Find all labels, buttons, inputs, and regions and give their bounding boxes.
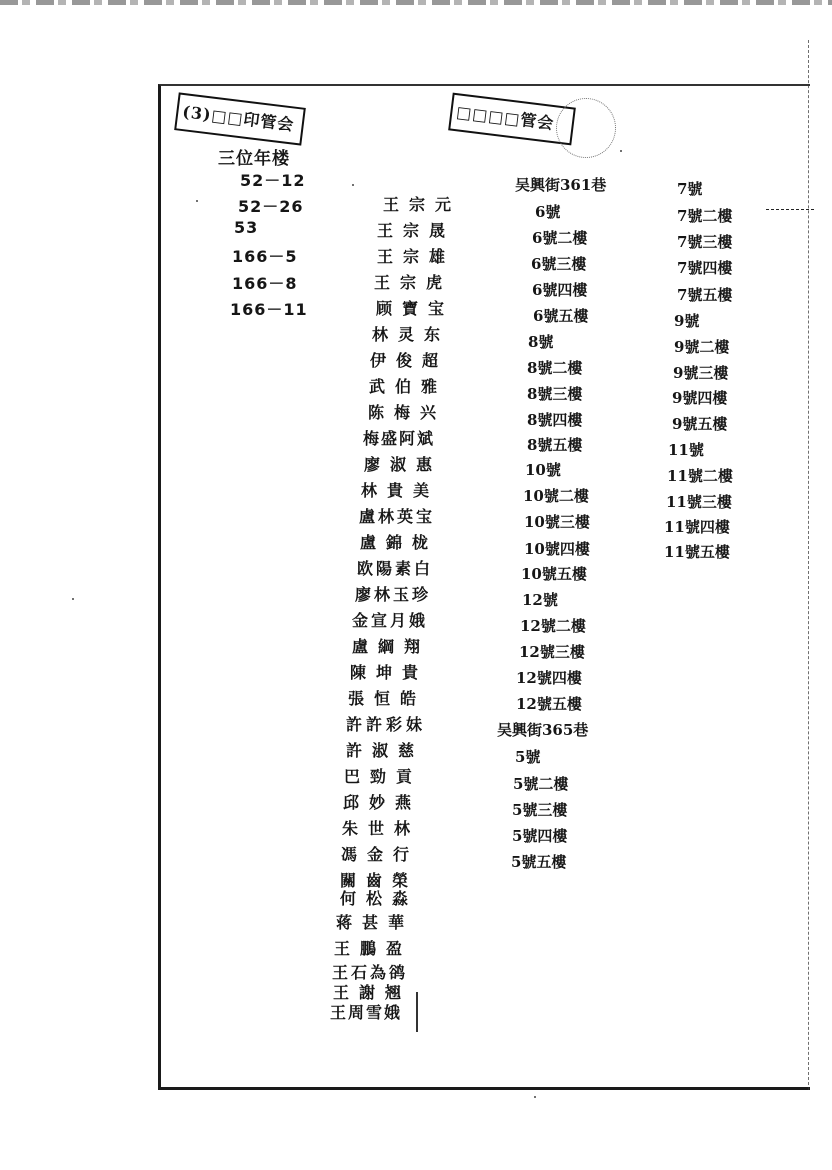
address-street: 吴興街365巷 — [497, 721, 589, 739]
resident-name: 盧林英宝 — [359, 507, 436, 526]
scan-speck — [352, 184, 354, 186]
resident-name: 許淑慈 — [346, 741, 425, 760]
resident-name: 王周雪娥 — [330, 1003, 403, 1022]
address-entry: 7號四樓 — [677, 259, 733, 277]
address-entry: 6號二樓 — [532, 229, 588, 247]
address-entry: 5號二樓 — [513, 775, 569, 793]
page-right-edge — [808, 40, 812, 1090]
resident-name: 蒋甚華 — [336, 913, 415, 932]
address-entry: 12號五樓 — [516, 695, 582, 713]
unit-number: 52－26 — [238, 197, 304, 216]
address-entry: 8號 — [528, 333, 554, 351]
resident-name: 王宗晟 — [377, 221, 456, 240]
address-entry: 9號 — [674, 312, 700, 330]
resident-name: 朱世林 — [342, 819, 421, 838]
address-entry: 9號五樓 — [672, 415, 728, 433]
resident-name: 王宗元 — [383, 195, 462, 214]
address-entry: 6號三樓 — [531, 255, 587, 273]
scan-speck — [72, 598, 74, 600]
scan-speck — [620, 150, 622, 152]
address-entry: 7號五樓 — [677, 286, 733, 304]
resident-name: 廖林玉珍 — [355, 585, 432, 604]
resident-name: 林貴美 — [361, 481, 440, 500]
resident-name: 盧綱翔 — [352, 637, 431, 656]
resident-name: 許許彩妹 — [346, 715, 427, 734]
resident-name: 伊俊超 — [370, 351, 449, 370]
unit-number: 53 — [234, 218, 259, 237]
resident-name: 邱妙燕 — [343, 793, 422, 812]
address-street: 吴興街361巷 — [515, 176, 607, 194]
address-entry: 12號四樓 — [516, 669, 582, 687]
address-entry: 11號四樓 — [664, 518, 730, 536]
stamp-left: (3)□□印管会 — [174, 92, 306, 145]
address-entry: 10號 — [525, 461, 561, 479]
address-entry: 8號四樓 — [527, 411, 583, 429]
unit-number: 166－8 — [232, 274, 298, 293]
address-entry: 9號二樓 — [674, 338, 730, 356]
address-entry: 8號五樓 — [527, 436, 583, 454]
address-entry: 9號三樓 — [673, 364, 729, 382]
address-entry: 11號五樓 — [664, 543, 730, 561]
resident-name: 王宗虎 — [374, 273, 453, 292]
resident-name: 顾寶宝 — [376, 299, 455, 318]
address-entry: 5號三樓 — [512, 801, 568, 819]
scan-speck — [196, 200, 198, 202]
resident-name: 何松淼 — [340, 889, 419, 908]
resident-name: 馮金行 — [341, 845, 420, 864]
address-entry: 12號三樓 — [519, 643, 585, 661]
resident-name: 武伯雅 — [369, 377, 448, 396]
resident-name: 梅盛阿斌 — [363, 429, 436, 448]
address-entry: 6號 — [535, 203, 561, 221]
resident-name: 陳坤貴 — [350, 663, 429, 682]
resident-name: 林灵东 — [372, 325, 451, 344]
address-entry: 7號二樓 — [677, 207, 733, 225]
address-entry: 11號 — [668, 441, 704, 459]
pen-stroke — [416, 992, 418, 1032]
address-entry: 10號五樓 — [521, 565, 587, 583]
resident-name: 金宣月娥 — [352, 611, 429, 630]
resident-name: 王鵬盈 — [334, 939, 413, 958]
address-entry: 10號四樓 — [524, 540, 590, 558]
address-entry: 7號 — [677, 180, 703, 198]
address-entry: 5號五樓 — [511, 853, 567, 871]
address-entry: 11號三樓 — [666, 493, 732, 511]
resident-name: 王石為鹆 — [332, 963, 409, 982]
address-entry: 9號四樓 — [672, 389, 728, 407]
address-entry: 11號二樓 — [667, 467, 733, 485]
unit-number: 166－5 — [232, 247, 298, 266]
resident-name: 關齒榮 — [340, 871, 419, 890]
address-entry: 5號四樓 — [512, 827, 568, 845]
address-entry: 8號二樓 — [527, 359, 583, 377]
address-entry: 5號 — [515, 748, 541, 766]
scan-top-edge — [0, 0, 832, 5]
resident-name: 欧陽素白 — [357, 559, 434, 578]
edge-mark — [766, 209, 814, 212]
resident-name: 王宗雄 — [377, 247, 456, 266]
address-entry: 6號五樓 — [533, 307, 589, 325]
stamp-right: □□□□管会 — [448, 93, 576, 146]
resident-name: 巴勁貢 — [344, 767, 423, 786]
resident-name: 王謝翘 — [333, 983, 412, 1002]
address-entry: 10號二樓 — [523, 487, 589, 505]
unit-number: 52－12 — [240, 171, 306, 190]
address-entry: 6號四樓 — [532, 281, 588, 299]
address-entry: 12號二樓 — [520, 617, 586, 635]
resident-name: 陈梅兴 — [368, 403, 447, 422]
address-entry: 12號 — [522, 591, 558, 609]
building-title: 三位年楼 — [218, 149, 290, 169]
resident-name: 張恒皓 — [348, 689, 427, 708]
resident-name: 廖淑惠 — [364, 455, 443, 474]
address-entry: 10號三樓 — [524, 513, 590, 531]
resident-name: 盧錦栊 — [360, 533, 439, 552]
seal-impression — [556, 98, 616, 158]
address-entry: 7號三樓 — [677, 233, 733, 251]
unit-number: 166－11 — [230, 300, 308, 319]
scan-speck — [534, 1096, 536, 1098]
address-entry: 8號三樓 — [527, 385, 583, 403]
